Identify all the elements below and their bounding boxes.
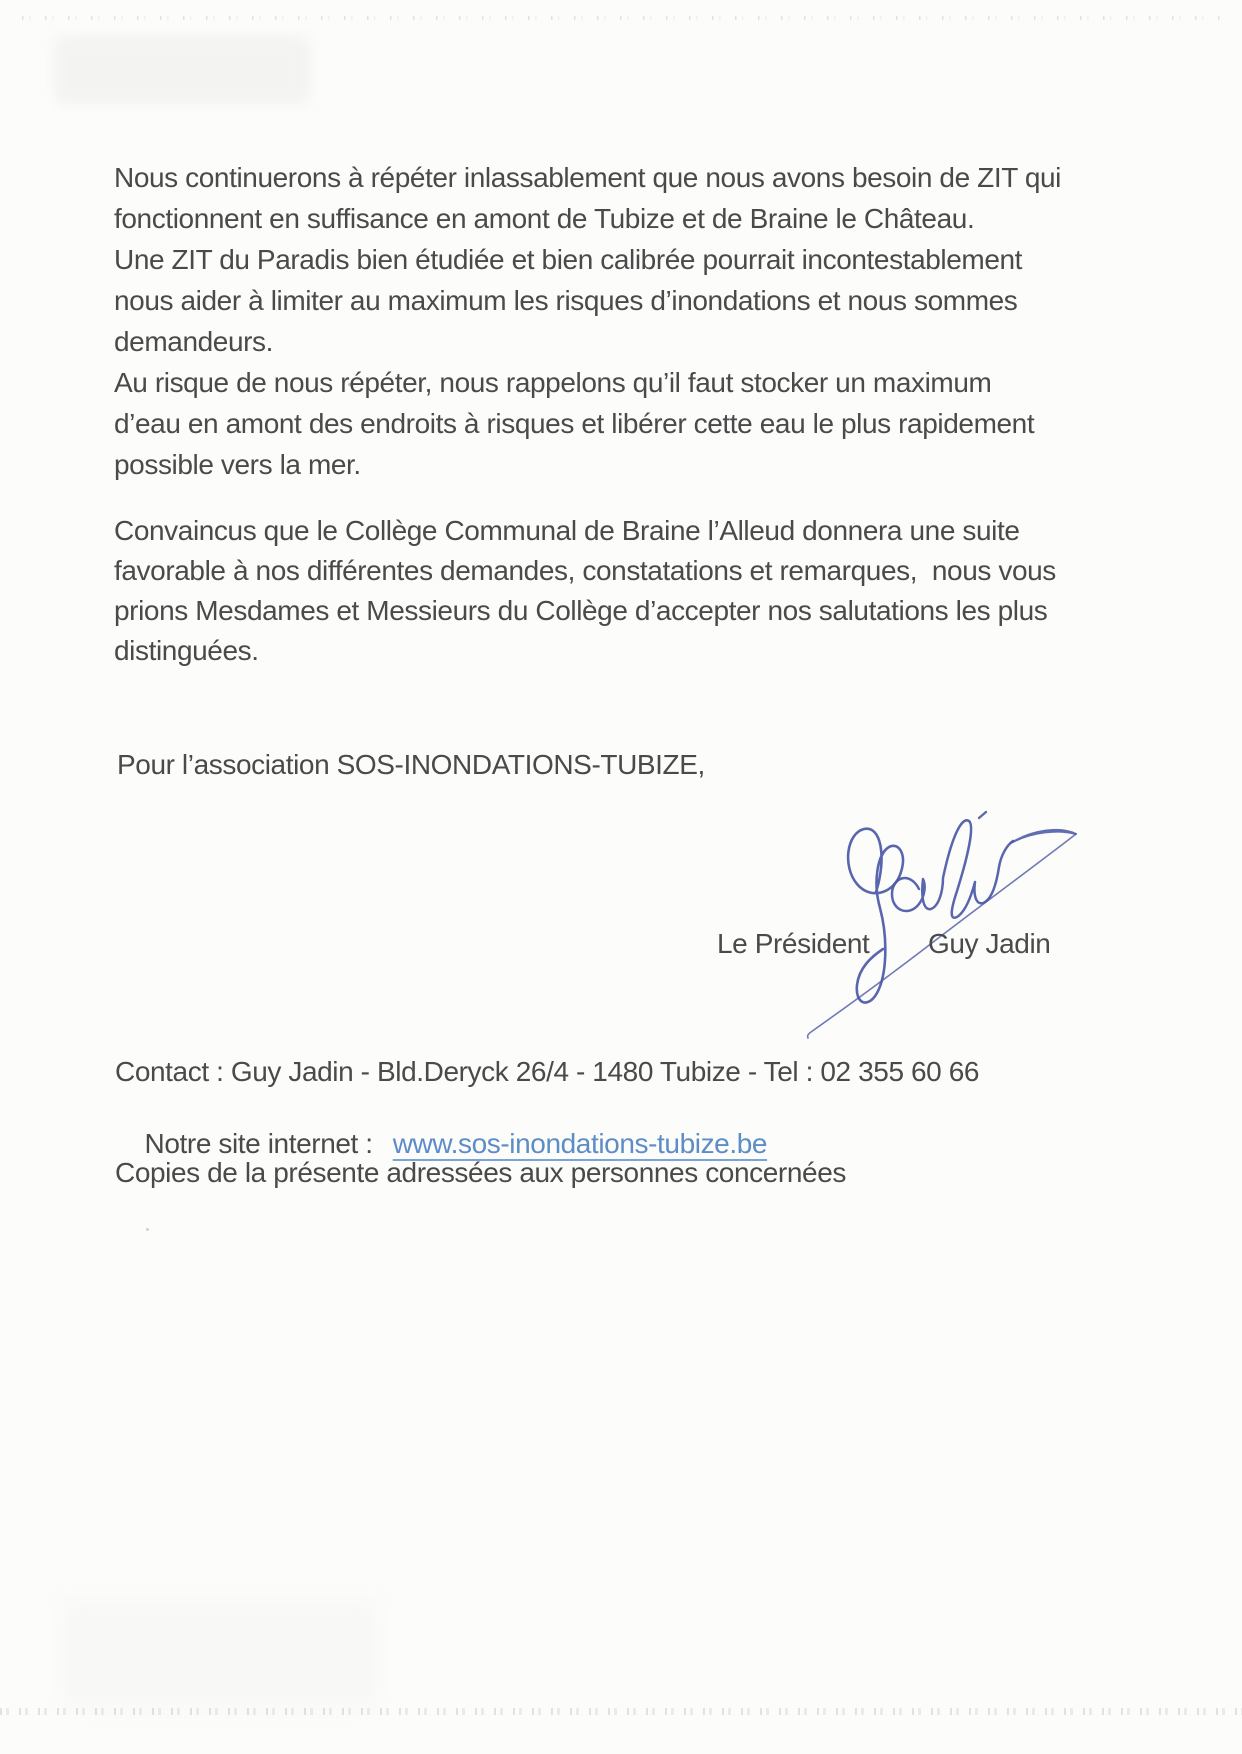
signer-name: Guy Jadin [928,928,1051,959]
text-line: nous aider à limiter au maximum les risques d’inondations et nous sommes [114,285,1018,316]
scan-speck [146,1228,149,1231]
scan-smudge-bottomleft [60,1600,380,1710]
text-line: Une ZIT du Paradis bien étudiée et bien calibrée pourrait incontestablement [114,244,1023,275]
contact-line: Contact : Guy Jadin - Bld.Deryck 26/4 - 1480 Tubize - Tel : 02 355 60 66 [115,1056,980,1087]
text-line: demandeurs. [114,326,274,357]
paragraph-closing [114,511,1056,671]
text-line: distinguées. [114,635,259,666]
text-line: d’eau en amont des endroits à risques et libérer cette eau le plus rapidement [114,408,1035,439]
scan-speck [348,383,351,386]
text-line: Convaincus que le Collège Communal de Braine l’Alleud donnera une suite [114,515,1020,546]
signature-capital-stroke [848,829,903,1003]
association-line: Pour l’association SOS-INONDATIONS-TUBIZE, [117,749,705,780]
text-line: fonctionnent en suffisance en amont de Tubize et de Braine le Château. [114,203,975,234]
president-label: Le Président [717,928,870,959]
paragraph-zit [114,157,1061,485]
text-line: possible vers la mer. [114,449,361,480]
text-line: Au risque de nous répéter, nous rappelons qu’il faut stocker un maximum [114,367,992,398]
scan-smudge-topleft [55,36,310,104]
signature-i-dot [979,812,986,818]
signature-handwriting [680,770,1120,1060]
text-line: Nous continuerons à répéter inlassablement que nous avons besoin de ZIT qui [114,162,1061,193]
scan-noise-band-top [22,16,1222,20]
signature-letters-stroke [892,820,1013,917]
website-link[interactable]: www.sos-inondations-tubize.be [392,1128,768,1159]
copies-line: Copies de la présente adressées aux personnes concernées [115,1157,846,1188]
website-label: Notre site internet : [144,1128,373,1159]
text-line: favorable à nos différentes demandes, constatations et remarques, nous vous [114,555,1056,586]
text-line: prions Mesdames et Messieurs du Collège d’accepter nos salutations les plus [114,595,1048,626]
scan-noise-band-bottom [0,1708,1242,1715]
